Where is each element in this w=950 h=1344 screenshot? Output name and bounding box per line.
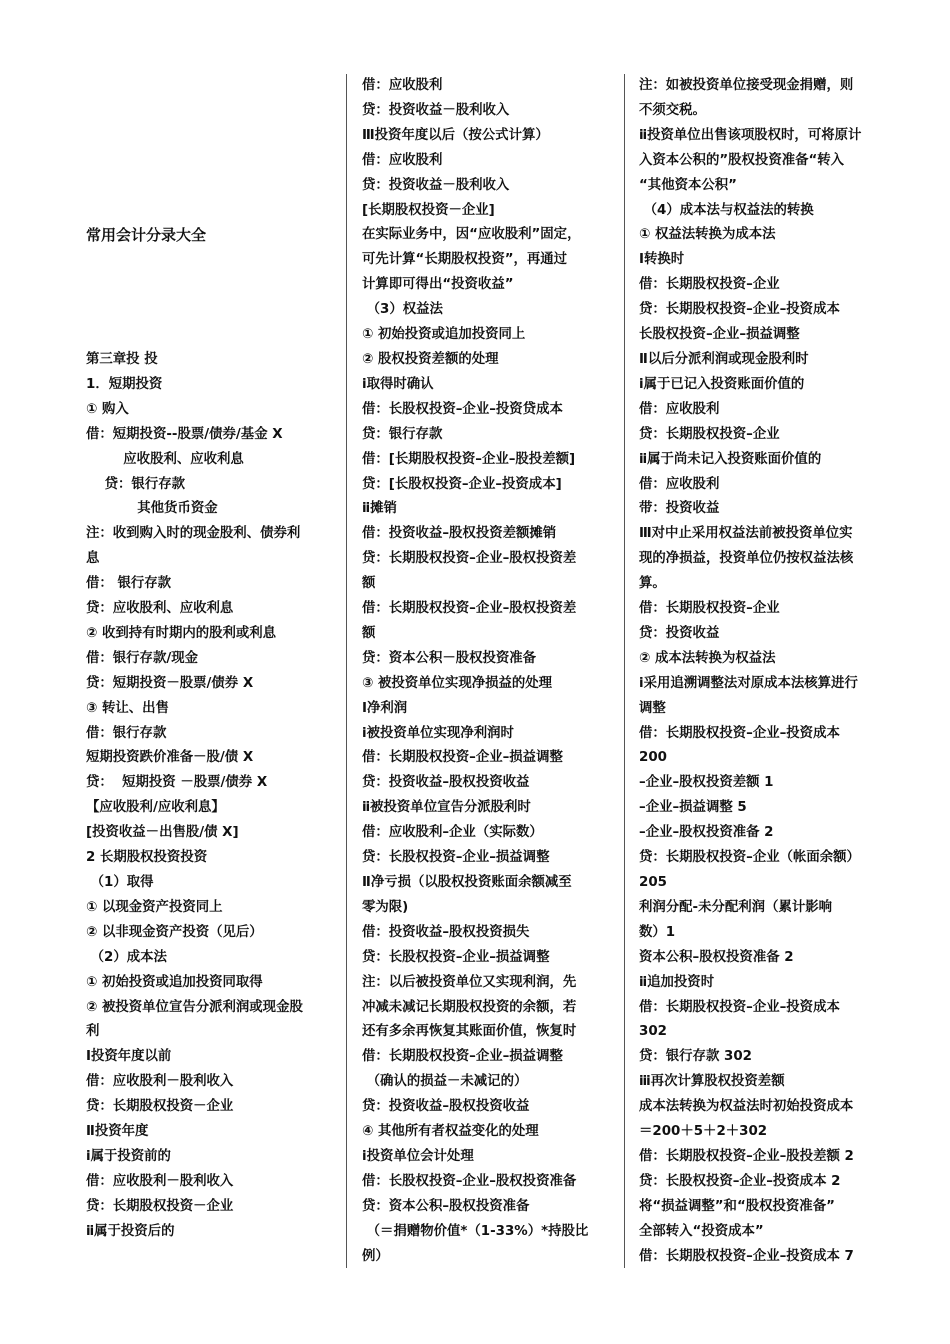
text-line: ① 购入 bbox=[86, 401, 129, 417]
text-line bbox=[86, 273, 330, 298]
text-line: 借：应收股利 bbox=[362, 152, 443, 168]
text-line: 贷：长期股权投资－企业 bbox=[86, 1099, 234, 1115]
text-line: ⅲ再次计算股权投资差额 bbox=[639, 1074, 785, 1090]
text-line: 将“损益调整”和“股权投资准备” bbox=[639, 1198, 835, 1214]
text-line: 利 bbox=[86, 1024, 100, 1040]
text-line: 常用会计分录大全 bbox=[86, 226, 207, 245]
text-line: 调整 bbox=[639, 700, 666, 716]
text-line: 第三章投 投 bbox=[86, 351, 158, 367]
text-column-3 bbox=[639, 74, 887, 1270]
text-line: [长期股权投资－企业] bbox=[362, 202, 495, 218]
text-line: 息 bbox=[86, 551, 100, 567]
text-line: ③ 转让、出售 bbox=[86, 700, 169, 716]
text-line: 算。 bbox=[639, 576, 666, 592]
text-line: 借：银行存款/现金 bbox=[86, 650, 199, 666]
text-line: 借：长期股权投资–企业–投资成本 bbox=[639, 999, 840, 1015]
text-line: ③ 被投资单位实现净损益的处理 bbox=[362, 675, 553, 691]
text-line: 贷：长期股权投资–企业 bbox=[639, 426, 780, 442]
text-line: 1．短期投资 bbox=[86, 376, 163, 392]
text-line: 冲减未减记长期股权投资的余额，若 bbox=[362, 999, 577, 1015]
text-line: ⅱ追加投资时 bbox=[639, 974, 715, 990]
text-line: ⅱ被投资单位宣告分派股利时 bbox=[362, 800, 531, 816]
text-line: Ⅱ净亏损（以股权投资账面余额减至 bbox=[362, 875, 572, 890]
text-line: （＝捐赠物价值*（1-33%）*持股比 bbox=[362, 1223, 589, 1239]
text-line: 可先计算“长期股权投资”，再通过 bbox=[362, 252, 568, 268]
text-line bbox=[86, 74, 330, 99]
text-line: 借：短期投资--股票/债券/基金 X bbox=[86, 426, 283, 442]
text-line bbox=[86, 124, 330, 149]
text-line: （1）取得 bbox=[86, 875, 154, 890]
text-line: ⅰ采用追溯调整法对原成本法核算进行 bbox=[639, 675, 858, 691]
text-line: 额 bbox=[362, 576, 376, 592]
text-line: 302 bbox=[639, 1024, 667, 1040]
text-line: –企业–损益调整 5 bbox=[639, 800, 747, 816]
text-line: 零为限) bbox=[362, 899, 409, 915]
text-line: 数）1 bbox=[639, 924, 676, 940]
text-line: ② 以非现金资产投资（见后） bbox=[86, 924, 263, 940]
text-line: 贷：长股权投资–企业–投资成本 2 bbox=[639, 1173, 841, 1189]
text-line: ⅰ投资单位会计处理 bbox=[362, 1148, 474, 1164]
text-line: 贷：长股权投资–企业–损益调整 bbox=[362, 949, 550, 965]
text-line: 注：收到购入时的现金股利、债券利 bbox=[86, 526, 301, 542]
text-line: ⅱ属于投资后的 bbox=[86, 1223, 175, 1239]
text-line: 在实际业务中，因“应收股利”固定， bbox=[362, 227, 581, 243]
text-line: 借： 银行存款 bbox=[86, 576, 172, 592]
text-line: 长股权投资–企业–损益调整 bbox=[639, 327, 800, 343]
text-line: ⅰ属于投资前的 bbox=[86, 1148, 171, 1164]
text-line: 入资本公积的”股权投资准备“转入 bbox=[639, 152, 845, 168]
text-line bbox=[86, 149, 330, 174]
text-line: 借：长期股权投资–企业 bbox=[639, 601, 780, 617]
text-line: （2）成本法 bbox=[86, 949, 167, 965]
text-line: ⅰ被投资单位实现净利润时 bbox=[362, 725, 514, 741]
text-line: 贷：投资收益－股利收入 bbox=[362, 102, 510, 118]
text-line: 借：应收股利 bbox=[362, 78, 443, 93]
text-line: 200 bbox=[639, 750, 667, 766]
text-line: 借：投资收益–股权投资差额摊销 bbox=[362, 526, 557, 542]
text-line: （确认的损益－未减记的） bbox=[362, 1074, 528, 1090]
text-line: –企业–股权投资准备 2 bbox=[639, 825, 774, 841]
column-divider bbox=[624, 74, 625, 1268]
text-line: 贷：长股权投资–企业–损益调整 bbox=[362, 850, 550, 866]
text-line: 注：如被投资单位接受现金捐赠，则 bbox=[639, 78, 854, 93]
text-line: 贷：长期股权投资－企业 bbox=[86, 1198, 234, 1214]
text-line: ⅱ摊销 bbox=[362, 501, 397, 517]
text-line: 借：长股权投资–企业–投资贷成本 bbox=[362, 401, 563, 417]
text-line: 带：投资收益 bbox=[639, 501, 720, 517]
text-line: 额 bbox=[362, 625, 376, 641]
text-line: ⅰ取得时确认 bbox=[362, 376, 434, 392]
text-line: 【应收股利/应收利息】 bbox=[86, 800, 225, 816]
text-line: 借：应收股利－股利收入 bbox=[86, 1173, 234, 1189]
text-line: Ⅲ对中止采用权益法前被投资单位实 bbox=[639, 526, 853, 542]
text-line: 205 bbox=[639, 875, 667, 890]
text-line: 借：应收股利 bbox=[639, 476, 720, 492]
text-line: 贷：应收股利、应收利息 bbox=[86, 601, 234, 617]
text-line: 短期投资跌价准备－股/债 X bbox=[86, 750, 254, 766]
text-line: 2 长期股权投资投资 bbox=[86, 850, 208, 866]
text-line: “其他资本公积” bbox=[639, 177, 737, 193]
text-line: 借：[长期股权投资–企业–股投差额] bbox=[362, 451, 576, 467]
text-line: 贷：银行存款 bbox=[86, 476, 185, 492]
text-line: 借：长期股权投资–企业–损益调整 bbox=[362, 750, 563, 766]
text-line: 借：长期股权投资–企业–投资成本 7 bbox=[639, 1248, 854, 1264]
text-line: 现的净损益，投资单位仍按权益法核 bbox=[639, 551, 854, 567]
text-line: 借：长期股权投资–企业–股权投资差 bbox=[362, 601, 577, 617]
text-line: 其他货币资金 bbox=[86, 501, 218, 517]
text-line: 利润分配-未分配利润（累计影响 bbox=[639, 899, 833, 915]
text-line bbox=[86, 248, 330, 273]
text-line bbox=[86, 174, 330, 199]
text-line: 全部转入“投资成本” bbox=[639, 1223, 764, 1239]
text-line: 借：长期股权投资–企业–股投差额 2 bbox=[639, 1148, 854, 1164]
text-line: Ⅲ投资年度以后（按公式计算） bbox=[362, 127, 549, 143]
text-line: 贷：银行存款 bbox=[362, 426, 443, 442]
text-line: ＝200＋5＋2＋302 bbox=[639, 1124, 768, 1140]
text-line bbox=[86, 99, 330, 124]
text-line: Ⅰ净利润 bbox=[362, 700, 408, 716]
text-line: （4）成本法与权益法的转换 bbox=[639, 202, 814, 218]
text-line: 借：长期股权投资–企业–投资成本 bbox=[639, 725, 840, 741]
text-line: 不须交税。 bbox=[639, 102, 706, 118]
text-line: ① 初始投资或追加投资同上 bbox=[362, 327, 526, 343]
text-line: ② 被投资单位宣告分派利润或现金股 bbox=[86, 999, 303, 1015]
text-line: 贷：[长股权投资–企业–投资成本] bbox=[362, 476, 562, 492]
text-line: 贷：投资收益–股权投资收益 bbox=[362, 775, 530, 791]
text-line: ② 成本法转换为权益法 bbox=[639, 650, 776, 666]
text-line: Ⅱ以后分派利润或现金股利时 bbox=[639, 351, 809, 367]
text-line: 资本公积–股权投资准备 2 bbox=[639, 949, 794, 965]
text-line: 应收股利、应收利息 bbox=[86, 451, 244, 467]
text-line: 贷：投资收益 bbox=[639, 625, 720, 641]
text-line: Ⅱ投资年度 bbox=[86, 1124, 149, 1140]
text-line: ⅰ属于已记入投资账面价值的 bbox=[639, 376, 805, 392]
text-line: –企业–股权投资差额 1 bbox=[639, 775, 774, 791]
text-line: 贷：投资收益－股利收入 bbox=[362, 177, 510, 193]
text-line: 例） bbox=[362, 1248, 389, 1264]
text-line: （3）权益法 bbox=[362, 302, 443, 318]
text-line: Ⅰ投资年度以前 bbox=[86, 1049, 172, 1065]
text-line: ② 收到持有时期内的股利或利息 bbox=[86, 625, 277, 641]
text-line: 借：投资收益–股权投资损失 bbox=[362, 924, 530, 940]
text-line: 贷：长期股权投资–企业–股权投资差 bbox=[362, 551, 577, 567]
text-line: ① 权益法转换为成本法 bbox=[639, 227, 776, 243]
text-line: Ⅰ转换时 bbox=[639, 252, 685, 268]
text-line: ① 初始投资或追加投资同取得 bbox=[86, 974, 263, 990]
text-line: 借：应收股利 bbox=[639, 401, 720, 417]
text-line: 借：应收股利–企业（实际数） bbox=[362, 825, 543, 841]
text-line: 借：应收股利－股利收入 bbox=[86, 1074, 234, 1090]
text-line: 贷：银行存款 302 bbox=[639, 1049, 752, 1065]
text-line: 贷：资本公积－股权投资准备 bbox=[362, 650, 537, 666]
text-line: 注：以后被投资单位又实现利润，先 bbox=[362, 974, 577, 990]
text-column-1 bbox=[86, 74, 330, 1245]
text-line: 贷：长期股权投资–企业–投资成本 bbox=[639, 302, 840, 318]
column-divider bbox=[346, 74, 347, 1268]
text-line: ④ 其他所有者权益变化的处理 bbox=[362, 1124, 539, 1140]
text-line: ① 以现金资产投资同上 bbox=[86, 899, 223, 915]
text-line bbox=[86, 323, 330, 348]
text-line: 贷：资本公积–股权投资准备 bbox=[362, 1198, 530, 1214]
text-line: 借：长期股权投资–企业–损益调整 bbox=[362, 1049, 563, 1065]
text-line: ② 股权投资差额的处理 bbox=[362, 351, 499, 367]
text-line: 借：长股权投资–企业–股权投资准备 bbox=[362, 1173, 577, 1189]
text-column-2 bbox=[362, 74, 614, 1270]
text-line: [投资收益－出售股/债 X] bbox=[86, 825, 239, 841]
text-line: 贷：长期股权投资–企业（帐面余额） bbox=[639, 850, 860, 866]
text-line: 计算即可得出“投资收益” bbox=[362, 277, 514, 293]
text-line bbox=[86, 199, 330, 224]
text-line: 成本法转换为权益法时初始投资成本 bbox=[639, 1099, 854, 1115]
text-line: 贷：短期投资－股票/债券 X bbox=[86, 675, 254, 691]
text-line: ⅱ投资单位出售该项股权时，可将原计 bbox=[639, 127, 862, 143]
text-line: 贷：投资收益–股权投资收益 bbox=[362, 1099, 530, 1115]
text-line: 借：长期股权投资–企业 bbox=[639, 277, 780, 293]
text-line: 贷： 短期投资 －股票/债券 X bbox=[86, 775, 268, 791]
text-line: 借：银行存款 bbox=[86, 725, 167, 741]
text-line: 还有多余再恢复其账面价值，恢复时 bbox=[362, 1024, 577, 1040]
text-line bbox=[86, 298, 330, 323]
text-line: ⅱ属于尚未记入投资账面价值的 bbox=[639, 451, 822, 467]
